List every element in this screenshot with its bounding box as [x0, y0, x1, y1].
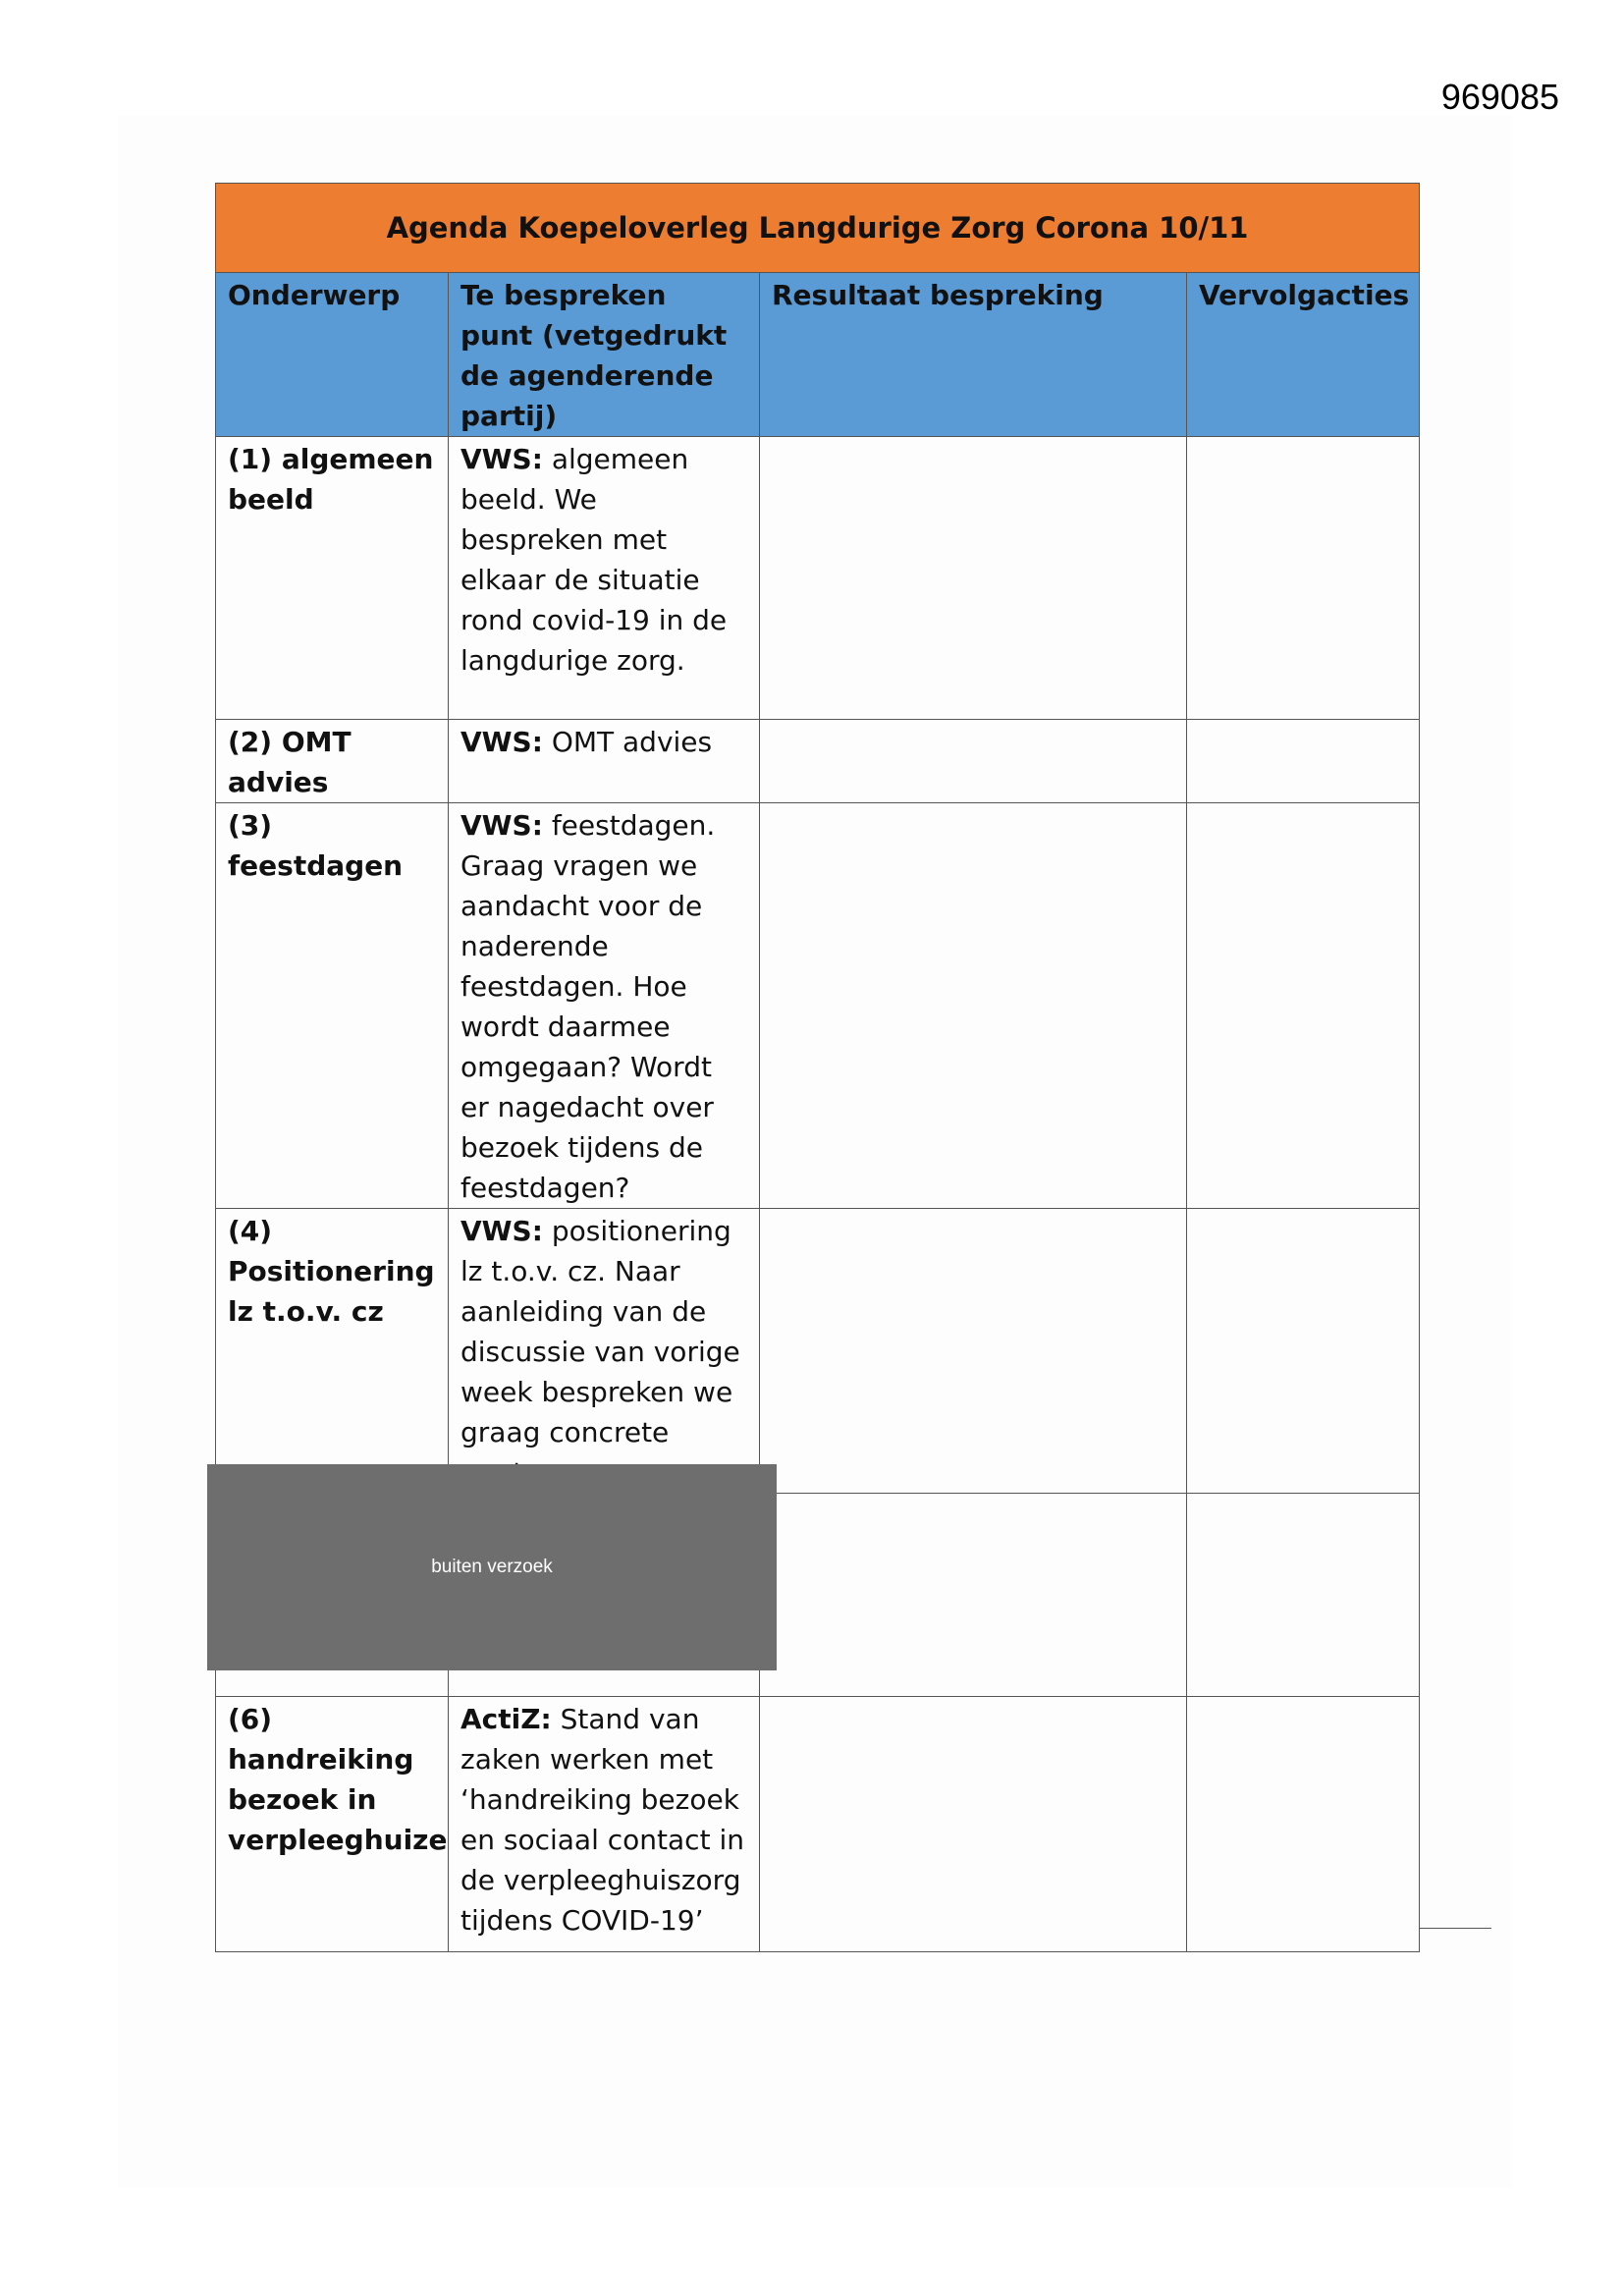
table-row	[216, 720, 1420, 803]
punt-cell	[449, 803, 760, 1209]
onderwerp-cell: (1) algemeen beeld	[216, 437, 449, 720]
agenderende-partij: VWS:	[460, 726, 543, 758]
agenda-table	[215, 183, 1420, 1952]
vervolg-cell	[1187, 1209, 1420, 1494]
onderwerp-cell: (4) Positionering lz t.o.v. cz	[216, 1209, 449, 1494]
punt-text: OMT advies	[542, 726, 713, 758]
agenderende-partij: VWS:	[460, 809, 543, 842]
onderwerp-cell: (3) feestdagen	[216, 803, 449, 1209]
table-row	[216, 437, 1420, 720]
agenderende-partij: VWS:	[460, 443, 543, 475]
agenderende-partij: ActiZ:	[460, 1703, 552, 1735]
table-border-extension	[1419, 1928, 1491, 1929]
punt-cell	[449, 437, 760, 720]
resultaat-cell	[760, 720, 1187, 803]
vervolg-cell	[1187, 803, 1420, 1209]
table-row	[216, 803, 1420, 1209]
resultaat-cell	[760, 1209, 1187, 1494]
punt-text: Stand van zaken werken met ‘handreiking bezoek en sociaal contact in de verpleeghuiszorg tijdens COVID-19’	[460, 1703, 744, 1937]
document-id: 969085	[1440, 77, 1559, 117]
punt-text: positionering lz t.o.v. cz. Naar aanleiding van de discussie van vorige week bespreken we graag concrete	[460, 1215, 740, 1449]
punt-text: feestdagen. Graag vragen we aandacht voor de naderende feestdagen. Hoe wordt daarmee omgegaan? Wordt er nagedacht over bezoek tijdens de feestdagen?	[460, 809, 716, 1204]
vervolg-cell	[1187, 720, 1420, 803]
resultaat-cell	[760, 803, 1187, 1209]
vervolg-cell	[1187, 1494, 1420, 1697]
header-row	[216, 273, 1420, 437]
redaction-block	[207, 1464, 777, 1670]
resultaat-cell	[760, 1494, 1187, 1697]
table-title: Agenda Koepeloverleg Langdurige Zorg Corona 10/11	[216, 184, 1420, 273]
table-row	[216, 1209, 1420, 1494]
header-vervolgacties: Vervolgacties	[1187, 273, 1420, 437]
onderwerp-cell: (6) handreiking bezoek in verpleeghuize	[216, 1697, 449, 1952]
punt-text: algemeen beeld. We bespreken met elkaar de situatie rond covid-19 in de langdurige zorg.	[460, 443, 728, 677]
redaction-label: buiten verzoek	[431, 1557, 553, 1577]
resultaat-cell	[760, 1697, 1187, 1952]
table-row	[216, 1697, 1420, 1952]
agenderende-partij: VWS:	[460, 1215, 543, 1247]
punt-cell	[449, 1209, 760, 1494]
vervolg-cell	[1187, 1697, 1420, 1952]
onderwerp-cell: (2) OMT advies	[216, 720, 449, 803]
header-te-bespreken-punt: Te bespreken punt (vetgedrukt de agenderende partij)	[449, 273, 760, 437]
header-resultaat-bespreking: Resultaat bespreking	[760, 273, 1187, 437]
vervolg-cell	[1187, 437, 1420, 720]
punt-cell	[449, 1697, 760, 1952]
punt-cell	[449, 720, 760, 803]
resultaat-cell	[760, 437, 1187, 720]
header-onderwerp: Onderwerp	[216, 273, 449, 437]
